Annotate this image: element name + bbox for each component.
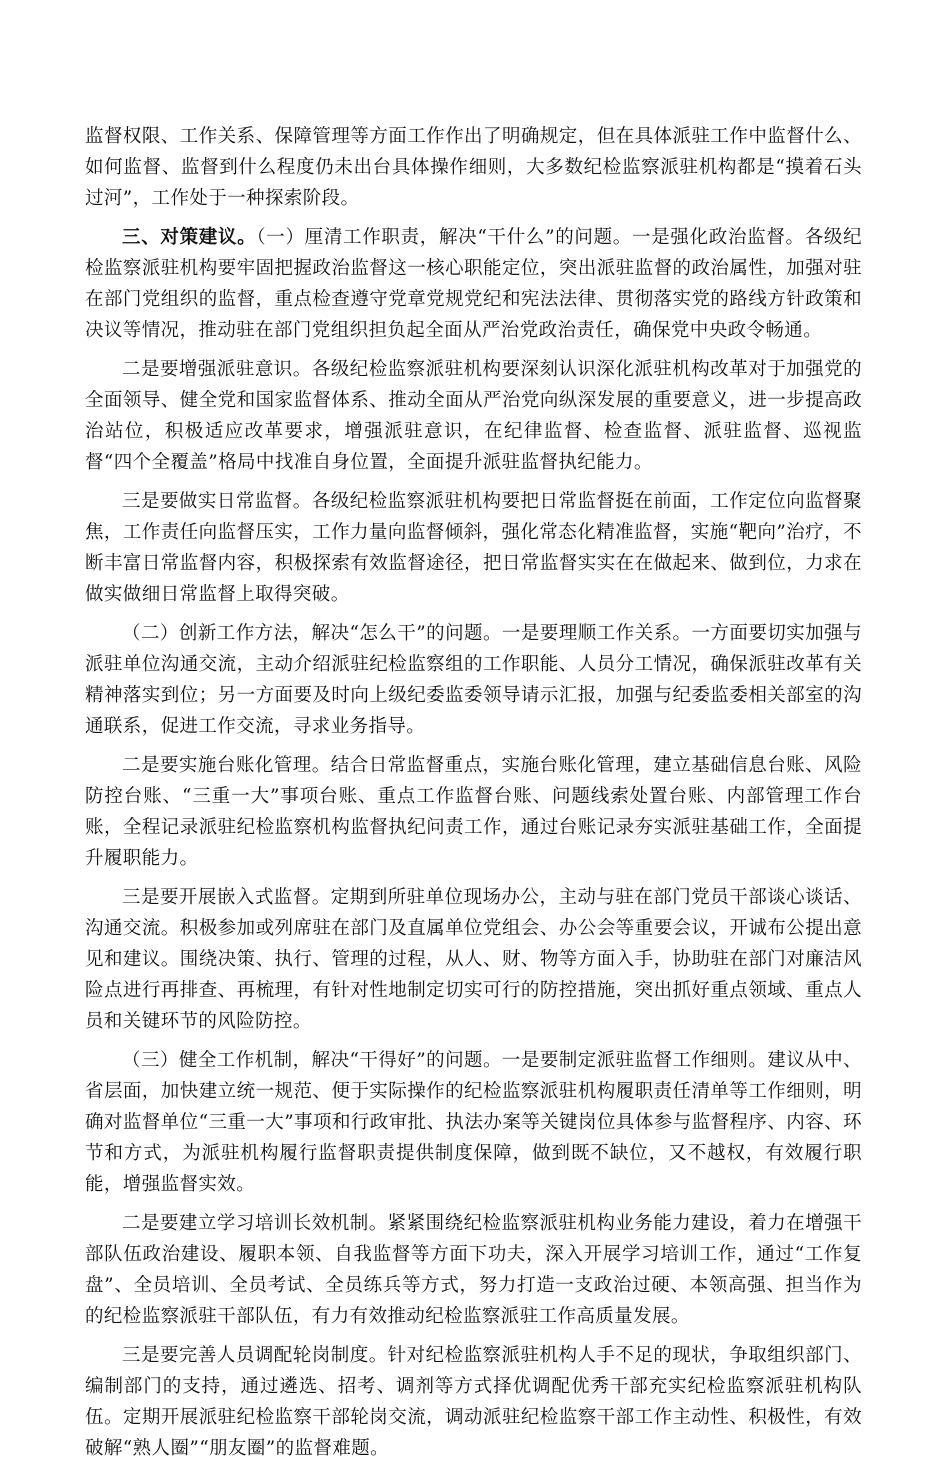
paragraph-text: （二）创新工作方法，解决“怎么干”的问题。一是要理顺工作关系。一方面要切实加强与派驻单位沟通交流，主动介绍派驻纪检监察组的工作职能、人员分工情况，确保派驻改革有关精神落实到位；另一方面要及时向上级纪委监委领导请示汇报，加强与纪委监委相关部室的沟通联系，促进工作交流，寻求业务指导。 [85,623,862,737]
paragraph-daily-supervision [85,486,862,610]
paragraph-dispatch-awareness [85,354,862,478]
paragraph-text: 二是要增强派驻意识。各级纪检监察派驻机构要深刻认识深化派驻机构改革对于加强党的全面领导、健全党和国家监督体系、推动全面从严治党向纵深发展的重要意义，进一步提高政治站位，积极适应改革要求，增强派驻意识，在纪律监督、检查监督、派驻监督、巡视监督“四个全覆盖”格局中找准自身位置，全面提升派驻监督执纪能力。 [85,359,862,473]
paragraph-text: 三是要开展嵌入式监督。定期到所驻单位现场办公，主动与驻在部门党员干部谈心谈话、沟通交流。积极参加或列席驻在部门及直属单位党组会、办公会等重要会议，开诚布公提出意见和建议。围绕决策、执行、管理的过程，从人、财、物等方面入手，协助驻在部门对廉洁风险点进行再排查、再梳理，有针对性地制定切实可行的防控措施，突出抓好重点领域、重点人员和关键环节的风险防控。 [85,887,862,1032]
paragraph-section-three [85,222,862,346]
paragraph-text: 监督权限、工作关系、保障管理等方面工作作出了明确规定，但在具体派驻工作中监督什么、如何监督、监督到什么程度仍未出台具体操作细则，大多数纪检监察派驻机构都是“摸着石头过河”，工作处于一种探索阶段。 [85,126,862,209]
paragraph-staff-rotation [85,1340,862,1464]
paragraph-intro-continuation [85,121,862,214]
document-page [85,121,862,1472]
paragraph-text: 二是要建立学习培训长效机制。紧紧围绕纪检监察派驻机构业务能力建设，着力在增强干部队伍政治建设、履职本领、自我监督等方面下功夫，深入开展学习培训工作，通过“工作复盘”、全员培训、全员考试、全员练兵等方式，努力打造一支政治过硬、本领高强、担当作为的纪检监察派驻干部队伍，有力有效推动纪检监察派驻工作高质量发展。 [85,1213,862,1327]
paragraph-training-mechanism [85,1208,862,1332]
paragraph-innovate-methods [85,618,862,742]
section-heading: 三、对策建议。 [122,227,257,248]
paragraph-text: 二是要实施台账化管理。结合日常监督重点，实施台账化管理，建立基础信息台账、风险防控台账、“三重一大”事项台账、重点工作监督台账、问题线索处置台账、内部管理工作台账，全程记录派驻纪检监察机构监督执纪问责工作，通过台账记录夯实派驻基础工作，全面提升履职能力。 [85,755,862,869]
paragraph-embedded-supervision [85,882,862,1037]
paragraph-text: （一）厘清工作职责，解决“干什么”的问题。一是强化政治监督。各级纪检监察派驻机构要牢固把握政治监督这一核心职能定位，突出派驻监督的政治属性，加强对驻在部门党组织的监督，重点检查遵守党章党规党纪和宪法法律、贯彻落实党的路线方针政策和决议等情况，推动驻在部门党组织担负起全面从严治党政治责任，确保党中央政令畅通。 [85,227,862,341]
paragraph-improve-mechanism [85,1045,862,1200]
paragraph-ledger-management [85,750,862,874]
paragraph-text: 三是要完善人员调配轮岗制度。针对纪检监察派驻机构人手不足的现状，争取组织部门、编制部门的支持，通过遴选、招考、调剂等方式择优调配优秀干部充实纪检监察派驻机构队伍。定期开展派驻纪检监察干部轮岗交流，调动派驻纪检监察干部工作主动性、积极性，有效破解“熟人圈”“朋友圈”的监督难题。 [85,1345,862,1459]
paragraph-text: 三是要做实日常监督。各级纪检监察派驻机构要把日常监督挺在前面，工作定位向监督聚焦，工作责任向监督压实，工作力量向监督倾斜，强化常态化精准监督，实施“靶向”治疗，不断丰富日常监督内容，积极探索有效监督途径，把日常监督实实在在做起来、做到位，力求在做实做细日常监督上取得突破。 [85,491,862,605]
paragraph-text: （三）健全工作机制，解决“干得好”的问题。一是要制定派驻监督工作细则。建议从中、省层面，加快建立统一规范、便于实际操作的纪检监察派驻机构履职责任清单等工作细则，明确对监督单位“三重一大”事项和行政审批、执法办案等关键岗位具体参与监督程序、内容、环节和方式，为派驻机构履行监督职责提供制度保障，做到既不缺位，又不越权，有效履行职能，增强监督实效。 [85,1050,862,1195]
